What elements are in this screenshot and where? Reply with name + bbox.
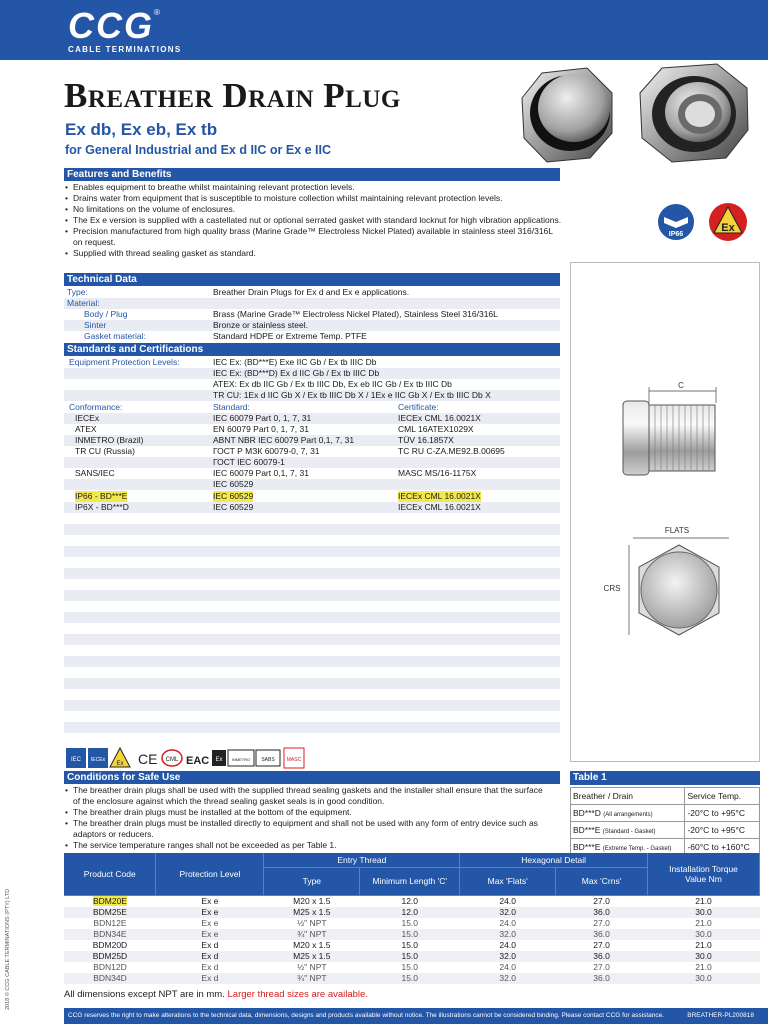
epl-line: TR CU: 1Ex d IIC Gb X / Ex tb IIIC Db X / 1Ex e IIC Gb X / Ex tb IIIC Db X [213,390,491,400]
table-cell: 27.0 [556,962,648,973]
table-row [64,973,760,984]
table-cell: BDM25E [64,907,156,918]
table-cell: 24.0 [460,962,556,973]
table-cell: 30.0 [648,951,760,962]
table-cell: 30.0 [648,973,760,984]
conformance-standard: ABNT NBR IEC 60079 Part 0,1, 7, 31 [213,435,355,445]
table-row [64,298,560,309]
ex-logo-icon [110,748,130,767]
epl-label: Equipment Protection Levels: [69,357,180,367]
table-row [64,331,560,342]
table-cell: 24.0 [460,895,556,907]
table-cell: 15.0 [360,929,460,940]
table-row [64,612,560,623]
table-row [64,711,560,722]
conformance-cert: MASC MS/16-1175X [398,468,477,478]
epl-line: IEC Ex: (BD***E) Exe IIC Gb / Ex tb IIIC Db [213,357,377,367]
conformance-name: IP6X - BD***D [75,502,129,512]
sabs-logo-icon [256,750,280,766]
body-value: Brass (Marine Grade™ Electroless Nickel Plated), Stainless Steel 316/316L [213,309,498,319]
table-row [64,491,560,502]
logo-text: CCG [68,5,154,46]
header-max-crns: Max 'Crns' [556,867,648,895]
product-code: BDM20E [92,895,127,906]
table1-heading: Table 1 [570,771,760,785]
table-row [64,568,560,579]
conformance-standard: ГОСТ IEC 60079-1 [213,457,285,467]
table-cell: M20 x 1.5 [264,895,360,907]
table-cell: 21.0 [648,962,760,973]
table-cell: Ex d [156,951,264,962]
conformance-name: INMETRO (Brazil) [75,435,144,445]
table-row [64,700,560,711]
page-subtitle-application: for General Industrial and Ex d IIC or Ex e IIC [65,143,332,157]
table-row [64,895,760,907]
table-cell: 24.0 [460,918,556,929]
conformance-standard: IEC 60529 [213,479,254,489]
conformance-name: IECEx [75,413,100,423]
header-hex-detail: Hexagonal Detail [460,853,648,867]
table-cell: Ex d [156,940,264,951]
table-row [64,535,560,546]
table-cell: 30.0 [648,929,760,940]
table-row [571,822,760,839]
table-cell: BDN34D [64,973,156,984]
table-cell: -60°C to +160°C [685,839,760,856]
conformance-cert: TÜV 16.1857X [398,435,454,445]
side-view-drawing [623,381,716,475]
svg-text:IECEx: IECEx [90,757,106,763]
header-protection-level: Protection Level [156,853,264,895]
svg-text:Ex: Ex [215,757,223,763]
technical-drawing-panel [570,262,760,762]
table-row [64,733,560,744]
table-cell: BDM20D [64,940,156,951]
table-cell [571,822,685,839]
conformance-cert: IECEx CML 16.0021X [398,413,481,423]
table-row [64,468,560,479]
front-view-drawing [604,526,729,635]
eac-logo-icon [186,755,209,767]
features-heading: Features and Benefits [64,168,560,181]
certificate-label: Certificate: [398,402,439,412]
dimension-label-crs: CRS [603,584,621,593]
list-item: • The breather drain plugs shall be used with the supplied thread sealing gaskets and the installer shall ensure that the surface of the enclosure against which the thread sealing gasket seals is in good condition. [64,785,549,807]
table-row [64,502,560,513]
table-cell: Ex e [156,929,264,940]
page-subtitle-protection: Ex db, Ex eb, Ex tb [65,120,218,139]
conformance-standard: ГОСТ Р МЗК 60079-0, 7, 31 [213,446,320,456]
table-cell: 32.0 [460,973,556,984]
svg-text:EAC: EAC [186,755,210,767]
table-cell: ¾" NPT [264,929,360,940]
footer-bar [64,1008,768,1024]
conformance-name: IP66 - BD***E [75,491,128,501]
table-cell [571,805,685,822]
ex-mark-icon [212,750,226,766]
list-item: • No limitations on the volume of enclosures. [64,204,564,215]
table-cell: 21.0 [648,940,760,951]
plug-image-left [522,68,612,162]
table-cell: 36.0 [556,929,648,940]
footnote-highlight: Larger thread sizes are available. [227,989,368,1000]
logo-subtitle: CABLE TERMINATIONS [68,45,182,54]
table-row [64,678,560,689]
table-row [64,689,560,700]
table-cell: Ex d [156,962,264,973]
ip66-label: IP66 [668,231,684,238]
plug-image-right [640,64,748,162]
conformance-standard: EN 60079 Part 0, 1, 7, 31 [213,424,309,434]
table-row [64,601,560,612]
table-header: Breather / Drain [571,788,685,805]
header-max-flats: Max 'Flats' [460,867,556,895]
conformance-cert: IECEx CML 16.0021X [398,491,481,501]
list-item: • Precision manufactured from high quality brass (Marine Grade™ Electroless Nickel Plated) available in stainless steel 316/316L on request. [64,226,564,248]
table-row [64,320,560,331]
table-cell: 12.0 [360,907,460,918]
table-cell: 32.0 [460,907,556,918]
ce-mark-icon [138,751,157,767]
conformance-name: SANS/IEC [75,468,115,478]
dimensions-footnote [64,989,368,1000]
table-row [64,590,560,601]
conformance-name: ATEX [75,424,97,434]
ccg-logo [68,5,182,54]
table-row [64,929,760,940]
table-row [64,667,560,678]
table-cell: Ex e [156,907,264,918]
table-cell: Ex e [156,895,264,907]
header-entry-thread: Entry Thread [264,853,460,867]
breather-code: BD***E [573,825,601,835]
table-cell: 36.0 [556,951,648,962]
table-row [64,579,560,590]
header-product-code: Product Code [64,853,156,895]
table-cell: 27.0 [556,918,648,929]
table-row [64,457,560,468]
conformance-label: Conformance: [69,402,123,412]
table-cell: -20°C to +95°C [685,805,760,822]
table-cell: -20°C to +95°C [685,822,760,839]
conformance-standard: IEC 60529 [213,491,254,501]
footer-disclaimer: CCG reserves the right to make alterations to the technical data, dimensions, designs and products available without notice. The illustrations cannot be considered binding. Please contact CCG for assistance. [68,1012,665,1019]
product-table [64,853,760,984]
table-header: Service Temp. [685,788,760,805]
table-cell: 27.0 [556,895,648,907]
breather-code: BD***D [573,808,601,818]
product-photo [512,58,768,168]
conformance-standard: IEC 60079 Part 0, 1, 7, 31 [213,413,312,423]
features-list [64,182,564,259]
conformance-name: TR CU (Russia) [75,446,135,456]
table-cell: Ex d [156,973,264,984]
dimension-label-c: C [678,381,684,390]
body-label: Body / Plug [84,309,128,319]
conformance-standard: IEC 60079 Part 0,1, 7, 31 [213,468,309,478]
svg-text:Ex: Ex [116,761,124,767]
table-row [571,788,760,805]
conformance-cert: IECEx CML 16.0021X [398,502,481,512]
table-cell: BDN12E [64,918,156,929]
table-cell: 36.0 [556,907,648,918]
table-cell: BDN34E [64,929,156,940]
table-row [64,634,560,645]
table-cell: ½" NPT [264,962,360,973]
table-row [64,645,560,656]
cml-logo-icon [162,750,182,766]
header-type: Type [264,867,360,895]
table-row [64,918,760,929]
type-value: Breather Drain Plugs for Ex d and Ex e applications. [213,287,410,297]
table-cell: 32.0 [460,951,556,962]
gasket-label: Gasket material: [84,331,146,341]
standard-label: Standard: [213,402,250,412]
copyright-side-text: 2018 © CCG CABLE TERMINATIONS (PTY) LTD [5,888,11,1010]
gasket-value: Standard HDPE or Extreme Temp. PTFE [213,331,367,341]
sinter-value: Bronze or stainless steel. [213,320,308,330]
table-row [64,390,560,401]
table-row [64,413,560,424]
table-cell: 32.0 [460,929,556,940]
table-cell: 30.0 [648,907,760,918]
inmetro-logo-icon [228,750,254,766]
masc-logo-icon [284,748,304,768]
protection-badges [656,202,756,242]
table-cell: BDN12D [64,962,156,973]
table-row [64,379,560,390]
table-cell: M25 x 1.5 [264,951,360,962]
header-torque: Installation Torque Value Nm [648,853,760,895]
footnote-text: All dimensions except NPT are in mm. [64,989,225,1000]
header-bar [0,0,768,60]
table-cell: ¾" NPT [264,973,360,984]
epl-line: IEC Ex: (BD***D) Ex d IIC Gb / Ex tb IIIC Db [213,368,380,378]
material-label: Material: [67,298,100,308]
conformance-standard: IEC 60529 [213,502,254,512]
type-label: Type: [67,287,88,297]
list-item: • Enables equipment to breathe whilst maintaining relevant protection levels. [64,182,564,193]
table-row [64,424,560,435]
svg-text:IEC: IEC [70,757,82,763]
sinter-label: Sinter [84,320,107,330]
table-row [64,656,560,667]
breather-note: (Extreme Temp. - Gasket) [602,846,672,852]
table-row [64,546,560,557]
table-row [64,435,560,446]
standards-heading: Standards and Certifications [64,343,560,356]
table-cell: 36.0 [556,973,648,984]
list-item: • Drains water from equipment that is susceptible to moisture collection whilst maintaining relevant protection levels. [64,193,564,204]
technical-heading: Technical Data [64,273,560,286]
service-temp-table [570,787,760,856]
table-cell: M25 x 1.5 [264,907,360,918]
ip66-badge-icon [657,203,695,241]
conformance-cert: TC RU C-ZA.ME92.B.00695 [398,446,505,456]
svg-text:MASC: MASC [286,757,302,763]
table-cell: 15.0 [360,940,460,951]
dimension-drawing [571,263,761,763]
table-row [64,402,560,413]
dimension-label-flats: FLATS [664,526,690,535]
table-cell: 27.0 [556,940,648,951]
svg-text:CML: CML [165,757,179,763]
table-cell: 12.0 [360,895,460,907]
table-row [64,287,560,298]
svg-text:SABS: SABS [261,757,275,763]
logo-registered-mark: ® [154,8,160,17]
table-cell: ½" NPT [264,918,360,929]
table-cell: 15.0 [360,918,460,929]
header-min-length: Minimum Length 'C' [360,867,460,895]
table-cell: BDM25D [64,951,156,962]
table-row [64,907,760,918]
list-item: • Supplied with thread sealing gasket as standard. [64,248,564,259]
list-item: • The breather drain plugs must be installed directly to equipment and shall not be used with any form of entry device such as adaptors or reducers. [64,818,549,840]
table-row [64,357,560,368]
table-cell: 21.0 [648,895,760,907]
table-row [64,722,560,733]
ex-badge-icon [709,203,747,241]
list-item: • The breather drain plugs must be installed at the bottom of the equipment. [64,807,549,818]
table-row [64,557,560,568]
table-row [64,513,560,524]
conditions-heading: Conditions for Safe Use [64,771,560,784]
table-row [64,368,560,379]
table-row [64,446,560,457]
iecex-logo-icon [88,748,108,768]
table-row [64,623,560,634]
conditions-list [64,785,549,851]
svg-text:INMETRO: INMETRO [231,757,251,762]
table-cell: 15.0 [360,973,460,984]
breather-note: (Standard - Gasket) [602,829,656,835]
table-row [64,951,760,962]
table-cell: 15.0 [360,951,460,962]
table-cell [64,895,156,907]
document-reference: BREATHER-PL200818 [687,1012,754,1019]
table-row [64,479,560,490]
list-item: • The Ex e version is supplied with a castellated nut or optional serrated gasket with standard locknut for high vibration applications. [64,215,564,226]
table-cell: 15.0 [360,962,460,973]
certification-logos [66,746,316,770]
conformance-cert: CML 16ATEX1029X [398,424,474,434]
table-row [64,524,560,535]
table-cell: M20 x 1.5 [264,940,360,951]
iec-logo-icon [66,748,86,768]
breather-code: BD***E [573,842,601,852]
ex-label: Ex [721,222,735,234]
svg-text:CE: CE [138,751,158,767]
table-row [571,805,760,822]
table-row [64,940,760,951]
epl-line: ATEX: Ex db IIC Gb / Ex tb IIIC Db, Ex eb IIC Gb / Ex tb IIIC Db [213,379,452,389]
breather-note: (All arrangements) [603,812,653,818]
table-row [64,962,760,973]
table-cell: 21.0 [648,918,760,929]
table-cell: 24.0 [460,940,556,951]
list-item: • The service temperature ranges shall not be exceeded as per Table 1. [64,840,549,851]
table-row [64,309,560,320]
table-cell: Ex e [156,918,264,929]
page-title: Breather Drain Plug [64,76,401,115]
